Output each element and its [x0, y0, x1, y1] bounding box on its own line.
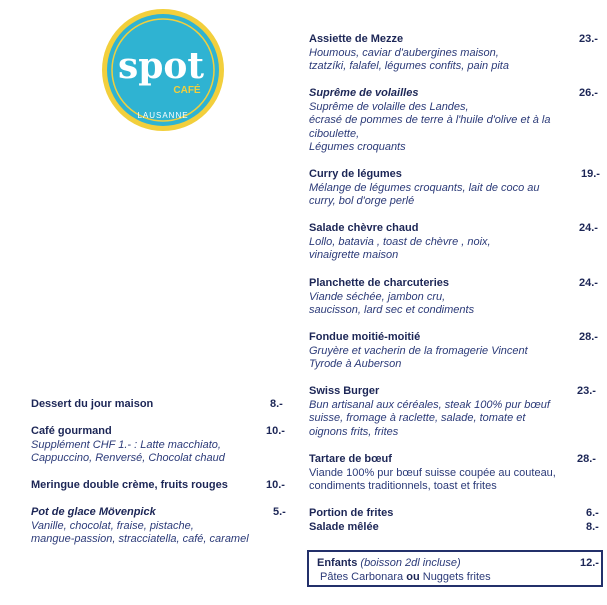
menu-item-salade-chevre: [309, 222, 604, 263]
item-price: 23.-: [579, 33, 598, 45]
item-name: Pot de glace Mövenpick: [31, 506, 156, 518]
item-desc: vinaigrette maison: [309, 249, 399, 262]
item-name: Portion de frites: [309, 507, 394, 519]
logo-sub: CAFÉ: [173, 85, 201, 96]
kids-title: [317, 557, 461, 569]
item-name: Assiette de Mezze: [309, 33, 404, 45]
menu-item-charcuteries: [309, 277, 604, 318]
item-desc: suisse, fromage à raclette, salade, tomate et: [309, 412, 526, 425]
item-desc: Bun artisanal aux céréales, steak 100% pur bœuf: [309, 398, 550, 411]
menu-item-swiss-burger: [309, 385, 604, 439]
item-desc: Supplément CHF 1.- : Latte macchiato,: [31, 438, 221, 451]
item-price: 5.-: [273, 506, 286, 518]
menu-item-fondue: [309, 331, 604, 372]
item-price: 24.-: [579, 222, 598, 234]
item-price: 24.-: [579, 277, 598, 289]
menu-item-pot-glace: [31, 506, 299, 547]
item-desc: Cappuccino, Renversé, Chocolat chaud: [31, 452, 225, 465]
item-desc: Houmous, caviar d'aubergines maison,: [309, 46, 499, 59]
item-price: 23.-: [577, 385, 596, 397]
menu-item-salade-melee: [309, 521, 604, 535]
item-name: Suprême de volailles: [309, 87, 419, 99]
item-price: 6.-: [586, 507, 599, 519]
kids-label: Enfants: [317, 557, 358, 569]
item-price: 10.-: [266, 479, 285, 491]
menu-item-dessert-jour: [31, 398, 291, 412]
item-desc: Vanille, chocolat, fraise, pistache,: [31, 519, 194, 532]
item-desc: tzatzíki, falafel, légumes confits, pain pita: [309, 60, 509, 73]
item-price: 19.-: [581, 168, 600, 180]
menu-item-volailles: [309, 87, 604, 155]
spot-cafe-logo: [101, 8, 225, 132]
item-desc: écrasé de pommes de terre à l'huile d'olive et à la: [309, 114, 551, 127]
item-desc: Gruyère et vacherin de la fromagerie Vincent: [309, 344, 528, 357]
item-desc: oignons frits, frites: [309, 425, 399, 438]
menu-item-tartare: [309, 453, 604, 494]
item-price: 10.-: [266, 425, 285, 437]
kids-price: 12.-: [580, 557, 599, 569]
item-desc: condiments traditionnels, toast et frites: [309, 480, 497, 493]
item-desc: Tyrode à Auberson: [309, 358, 402, 371]
item-desc: Lollo, batavia , toast de chèvre , noix,: [309, 235, 491, 248]
item-price: 26.-: [579, 87, 598, 99]
item-name: Fondue moitié-moitié: [309, 331, 421, 343]
item-name: Swiss Burger: [309, 385, 380, 397]
item-name: Café gourmand: [31, 425, 112, 437]
item-price: 8.-: [270, 398, 283, 410]
item-desc: mangue-passion, stracciatella, café, caramel: [31, 533, 249, 546]
item-name: Dessert du jour maison: [31, 398, 154, 410]
item-desc: saucisson, lard sec et condiments: [309, 304, 475, 317]
kids-option-2: Nuggets frites: [422, 571, 491, 583]
item-price: 28.-: [579, 331, 598, 343]
item-desc: Viande séchée, jambon cru,: [309, 290, 446, 303]
item-name: Tartare de bœuf: [309, 453, 392, 465]
menu-item-meringue: [31, 479, 291, 493]
menu-item-curry: [309, 168, 604, 209]
item-name: Salade chèvre chaud: [309, 222, 419, 234]
item-name: Salade mêlée: [309, 521, 379, 533]
item-desc: Suprême de volaille des Landes,: [309, 100, 469, 113]
item-name: Meringue double crème, fruits rouges: [31, 479, 228, 491]
item-name: Curry de légumes: [309, 168, 402, 180]
item-desc: curry, bol d'orge perlé: [309, 195, 415, 208]
item-price: 8.-: [586, 521, 599, 533]
item-desc: Légumes croquants: [309, 141, 406, 154]
kids-options: [320, 571, 491, 583]
menu-item-cafe-gourmand: [31, 425, 296, 466]
menu-item-mezze: [309, 33, 604, 74]
kids-or: ou: [406, 571, 420, 583]
logo-word: spot: [117, 45, 205, 87]
item-price: 28.-: [577, 453, 596, 465]
kids-option-1: Pâtes Carbonara: [320, 571, 404, 583]
logo-city: LAUSANNE: [137, 111, 189, 120]
kids-menu-box: [307, 550, 603, 587]
item-name: Planchette de charcuteries: [309, 277, 450, 289]
kids-note: (boisson 2dl incluse): [360, 557, 461, 569]
item-desc: ciboulette,: [309, 127, 360, 140]
item-desc: Mélange de légumes croquants, lait de coco au: [309, 181, 540, 194]
item-desc: Viande 100% pur bœuf suisse coupée au couteau,: [309, 466, 556, 479]
menu-item-frites: [309, 507, 604, 521]
